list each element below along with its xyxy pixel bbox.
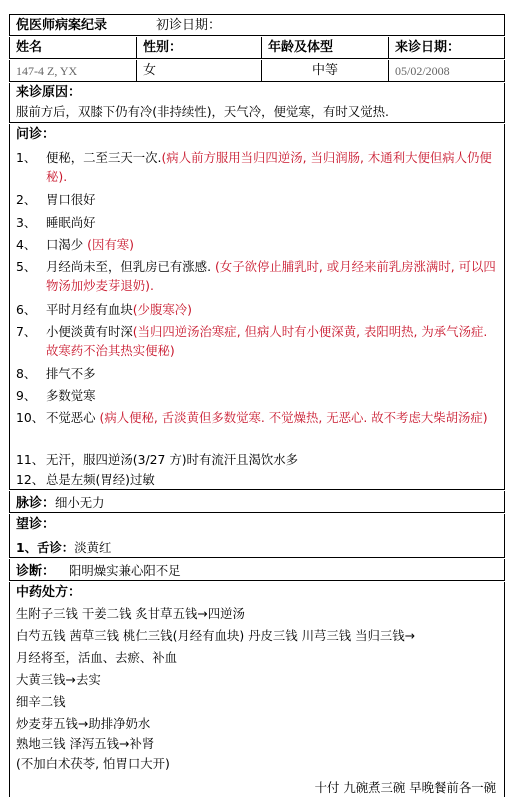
item-text: 总是左频(胃经)过敏: [46, 472, 155, 487]
prescription-line: 细辛二钱: [16, 694, 66, 709]
prescription-label: 中药处方：: [16, 585, 82, 600]
gender-header: 性别：: [137, 37, 262, 58]
item-number: 3、: [16, 215, 37, 230]
inspection-section: [9, 514, 505, 558]
dosage-instructions: 十付 九碗煮三碗 早晚餐前各一碗: [314, 780, 496, 795]
prescription-line: 熟地三钱 泽泻五钱→补肾: [16, 736, 155, 751]
item-text: 胃口很好: [46, 192, 96, 207]
item-text: 无汗，服四逆汤(3/27 方)时有流汗且渴饮水多: [46, 452, 299, 467]
item-number: 11、: [16, 452, 45, 467]
prescription-line: (不加白术茯苓, 怕胃口大开): [16, 756, 170, 771]
diagnosis-text: 阳明燥实兼心阳不足: [69, 563, 181, 578]
age-build-header: 年龄及体型: [262, 37, 389, 58]
prescription-line: 月经将至，活血、去瘀、补血: [16, 650, 178, 665]
gender-value: 女: [137, 60, 262, 81]
item-note: (当归四逆汤治寒症, 但病人时有小便深黄, 表阳明热, 为承气汤症. 故寒药不治其热实便秘): [46, 324, 488, 358]
inquiry-item: [16, 257, 498, 295]
item-note: (病人便秘, 舌淡黄但多数觉寒. 不觉燥热, 无恶心. 故不考虑大柴胡汤症): [99, 410, 488, 425]
inquiry-section: [9, 124, 505, 490]
tongue-exam-text: 淡黄红: [74, 540, 112, 555]
patient-header-row: [9, 37, 505, 59]
inquiry-item: [16, 148, 498, 186]
item-number: 10、: [16, 410, 45, 425]
item-number: 4、: [16, 237, 37, 252]
first-visit-date-label: 初诊日期：: [156, 18, 222, 33]
item-text: 小便淡黄有时深: [46, 324, 133, 339]
item-number: 12、: [16, 472, 45, 487]
pulse-section: [9, 491, 505, 513]
patient-id-value: 147-4 Z, YX: [10, 60, 137, 81]
inquiry-item: [16, 408, 498, 446]
item-text: 平时月经有血块: [46, 302, 133, 317]
visit-date-value: 05/02/2008: [395, 64, 450, 78]
title-row: [9, 14, 505, 36]
item-text: 多数觉寒: [46, 388, 96, 403]
item-text: 便秘，二至三天一次.: [46, 150, 162, 165]
item-number: 8、: [16, 366, 37, 381]
diagnosis-label: 诊断：: [16, 564, 56, 579]
item-note: (女子欲停止脯乳时, 或月经来前乳房涨满时, 可以四物汤加炒麦芽退奶).: [46, 259, 496, 293]
name-header: 姓名: [10, 37, 137, 58]
prescription-line: 炒麦芽五钱→助排净奶水: [16, 716, 151, 731]
visit-reason-text: 服前方后，双膝下仍有冷(非持续性)，天气冷，便觉寒，有时又觉热.: [16, 104, 389, 119]
item-text: 月经尚未至，但乳房已有涨感.: [46, 259, 215, 274]
item-note: (病人前方服用当归四逆汤, 当归润肠, 木通利大便但病人仍便秘).: [46, 150, 492, 184]
pulse-label: 脉诊：: [16, 496, 56, 511]
patient-values-row: [9, 60, 505, 82]
item-number: 5、: [16, 259, 37, 274]
item-text: 睡眠尚好: [46, 215, 96, 230]
item-number: 7、: [16, 324, 37, 339]
visit-date-header: 来诊日期：: [395, 40, 461, 55]
age-build-value: 中等: [262, 60, 389, 81]
inspection-label: 望诊：: [16, 517, 56, 532]
item-number: 2、: [16, 192, 37, 207]
item-number: 9、: [16, 388, 37, 403]
item-text: 排气不多: [46, 366, 96, 381]
diagnosis-section: [9, 559, 505, 581]
record-title: 倪医师病案纪录: [16, 18, 108, 33]
prescription-line: 白芍五钱 茜草三钱 桃仁三钱(月经有血块) 丹皮三钱 川芎三钱 当归三钱→: [16, 628, 416, 643]
item-number: 6、: [16, 302, 37, 317]
prescription-line: 大黄三钱→去实: [16, 672, 101, 687]
tongue-exam-label: 1、舌诊：: [16, 540, 75, 555]
item-number: 1、: [16, 150, 37, 165]
pulse-text: 细小无力: [55, 495, 105, 510]
item-note: (因有寒): [87, 237, 134, 252]
inquiry-item: [16, 322, 498, 360]
prescription-line: 生附子三钱 干姜二钱 炙甘草五钱→四逆汤: [16, 606, 245, 621]
item-text: 不觉恶心: [46, 410, 100, 425]
prescription-section: [9, 582, 505, 797]
inquiry-label: 问诊：: [16, 127, 56, 142]
item-note: (少腹寒冷): [132, 302, 192, 317]
item-text: 口渴少: [46, 237, 88, 252]
visit-reason-label: 来诊原因：: [16, 85, 82, 100]
visit-reason-section: [9, 83, 505, 123]
